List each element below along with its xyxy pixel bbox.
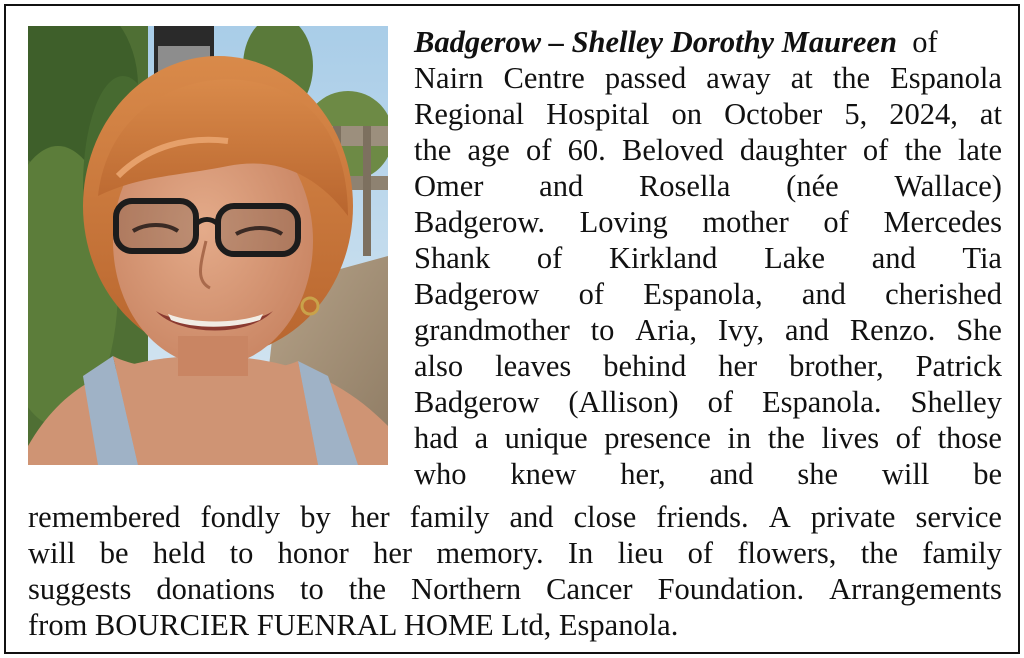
portrait-photo bbox=[28, 26, 388, 465]
word: honor bbox=[277, 536, 349, 570]
word: and bbox=[784, 313, 830, 347]
word: leaves bbox=[495, 349, 572, 383]
word: her bbox=[718, 349, 758, 383]
portrait-image bbox=[28, 26, 388, 465]
word: away bbox=[706, 61, 771, 95]
word: Mercedes bbox=[883, 205, 1002, 239]
word: She bbox=[956, 313, 1002, 347]
word: of bbox=[707, 385, 733, 419]
obituary-line-17: from BOURCIER FUENRAL HOME Ltd, Espanola. bbox=[28, 608, 679, 642]
word: grandmother bbox=[414, 313, 570, 347]
word: mother bbox=[702, 205, 789, 239]
word: Lake bbox=[764, 241, 826, 275]
word: service bbox=[915, 500, 1002, 534]
obituary-line-6 bbox=[414, 204, 1002, 240]
obituary-line-9 bbox=[414, 312, 1002, 348]
word: flowers, bbox=[737, 536, 837, 570]
word: Beloved bbox=[622, 133, 724, 167]
word: and bbox=[539, 169, 584, 203]
word: Nairn bbox=[414, 61, 484, 95]
word: at bbox=[979, 97, 1002, 131]
word: her, bbox=[620, 457, 666, 491]
word: unique bbox=[504, 421, 588, 455]
word: Tia bbox=[962, 241, 1002, 275]
word: lives bbox=[821, 421, 880, 455]
word: also bbox=[414, 349, 464, 383]
word: family bbox=[922, 536, 1002, 570]
word: Centre bbox=[503, 61, 585, 95]
word: Arrangements bbox=[829, 572, 1002, 606]
word: 2024, bbox=[889, 97, 958, 131]
word: the bbox=[832, 61, 871, 95]
word: In bbox=[567, 536, 594, 570]
word: behind bbox=[603, 349, 687, 383]
word: of bbox=[536, 241, 563, 275]
word: 60. bbox=[567, 133, 606, 167]
word: her bbox=[350, 500, 390, 534]
obituary-line-1-text: of bbox=[912, 25, 938, 59]
word: in bbox=[727, 421, 752, 455]
word: to bbox=[229, 536, 254, 570]
word: donations bbox=[156, 572, 275, 606]
obituary-line-12 bbox=[414, 420, 1002, 456]
word: be bbox=[973, 457, 1002, 491]
word: and bbox=[709, 457, 754, 491]
obituary-line-3 bbox=[414, 96, 1002, 132]
word: who bbox=[414, 457, 467, 491]
word: Kirkland bbox=[608, 241, 718, 275]
word: suggests bbox=[28, 572, 132, 606]
obituary-line-11 bbox=[414, 384, 1002, 420]
word: the bbox=[348, 572, 387, 606]
word: the bbox=[414, 133, 452, 167]
word: of bbox=[862, 133, 889, 167]
word: on bbox=[671, 97, 703, 131]
word: Patrick bbox=[915, 349, 1002, 383]
word: Wallace) bbox=[894, 169, 1002, 203]
word: Badgerow bbox=[414, 277, 540, 311]
word: daughter bbox=[739, 133, 847, 167]
obituary-line-13 bbox=[414, 456, 1002, 492]
word: age bbox=[467, 133, 510, 167]
word: of bbox=[823, 205, 849, 239]
word: remembered bbox=[28, 500, 181, 534]
obituary-line-1 bbox=[414, 24, 1002, 60]
word: by bbox=[300, 500, 331, 534]
word: Badgerow bbox=[414, 385, 540, 419]
word: family bbox=[409, 500, 490, 534]
word: lieu bbox=[617, 536, 664, 570]
word: presence bbox=[604, 421, 711, 455]
obituary-line-5 bbox=[414, 168, 1002, 204]
word: fondly bbox=[200, 500, 281, 534]
word: cherished bbox=[885, 277, 1002, 311]
word: a bbox=[474, 421, 489, 455]
word: and bbox=[509, 500, 554, 534]
word: to bbox=[300, 572, 324, 606]
word: Omer bbox=[414, 169, 484, 203]
word: of bbox=[578, 277, 604, 311]
word: Espanola, bbox=[643, 277, 763, 311]
word: and bbox=[871, 241, 916, 275]
word: Espanola. bbox=[762, 385, 882, 419]
word: held bbox=[152, 536, 206, 570]
word: (née bbox=[786, 169, 839, 203]
word: friends. bbox=[656, 500, 749, 534]
word: Regional bbox=[414, 97, 525, 131]
word: the bbox=[767, 421, 805, 455]
word: (Allison) bbox=[568, 385, 679, 419]
word: Aria, bbox=[635, 313, 698, 347]
obituary-line-16 bbox=[28, 571, 1002, 607]
word: late bbox=[957, 133, 1002, 167]
word: Espanola bbox=[890, 61, 1002, 95]
word: had bbox=[414, 421, 459, 455]
word: Badgerow. bbox=[414, 205, 545, 239]
word: Shelley bbox=[910, 385, 1002, 419]
word: will bbox=[28, 536, 76, 570]
word: Foundation. bbox=[657, 572, 805, 606]
word: knew bbox=[510, 457, 577, 491]
obituary-line-8 bbox=[414, 276, 1002, 312]
word: October bbox=[724, 97, 823, 131]
word: Hospital bbox=[546, 97, 650, 131]
word: memory. bbox=[436, 536, 544, 570]
word: be bbox=[99, 536, 129, 570]
obituary-line-14 bbox=[28, 499, 1002, 535]
obituary-line-10 bbox=[414, 348, 1002, 384]
word: at bbox=[790, 61, 813, 95]
word: close bbox=[573, 500, 637, 534]
obituary-line-2 bbox=[414, 60, 1002, 96]
word: Cancer bbox=[546, 572, 633, 606]
word: Renzo. bbox=[849, 313, 936, 347]
word: her bbox=[373, 536, 413, 570]
word: passed bbox=[604, 61, 687, 95]
word: Ivy, bbox=[717, 313, 765, 347]
obituary-line-7 bbox=[414, 240, 1002, 276]
word: those bbox=[937, 421, 1002, 455]
word: she bbox=[797, 457, 839, 491]
word: the bbox=[860, 536, 898, 570]
word: 5, bbox=[844, 97, 868, 131]
word: A bbox=[768, 500, 791, 534]
word: of bbox=[687, 536, 714, 570]
word: Shank bbox=[414, 241, 491, 275]
word: and bbox=[801, 277, 846, 311]
word: Loving bbox=[579, 205, 668, 239]
word: brother, bbox=[789, 349, 884, 383]
obituary-line-4 bbox=[414, 132, 1002, 168]
word: of bbox=[526, 133, 552, 167]
word: will bbox=[881, 457, 930, 491]
word: to bbox=[590, 313, 615, 347]
word: of bbox=[895, 421, 922, 455]
word: the bbox=[904, 133, 942, 167]
obituary-line-15 bbox=[28, 535, 1002, 571]
word: private bbox=[810, 500, 896, 534]
word: Northern bbox=[411, 572, 522, 606]
deceased-name-heading: Badgerow – Shelley Dorothy Maureen bbox=[414, 25, 897, 59]
word: Rosella bbox=[638, 169, 731, 203]
